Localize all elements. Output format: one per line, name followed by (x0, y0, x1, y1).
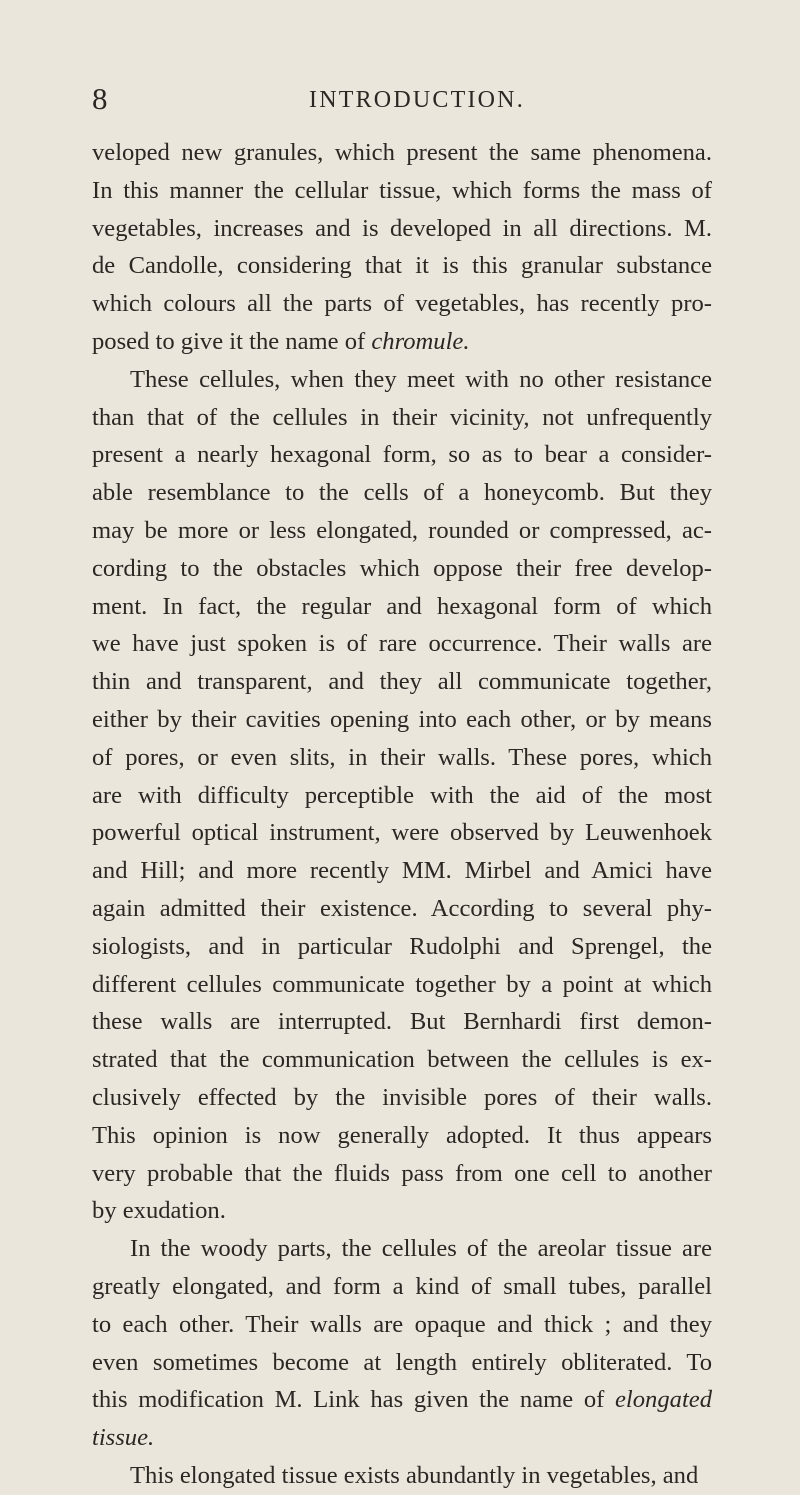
text-line-34-roman: this modification M. Link has given the name of (92, 1386, 605, 1414)
text-line-24: these walls are interrupted. But Bernhardi first demon- (92, 1008, 712, 1036)
text-line-20: and Hill; and more recently MM. Mirbel and Amici have (92, 857, 712, 885)
text-line-29: by exudation. (92, 1197, 226, 1225)
text-line-3: vegetables, increases and is developed in all directions. M. (92, 214, 712, 242)
italic-term-elongated: elongated (615, 1386, 712, 1414)
text-line-17: of pores, or even slits, in their walls. These pores, which (92, 743, 712, 771)
text-line-14: we have just spoken is of rare occurrence. Their walls are (92, 630, 712, 658)
text-line-7: These cellules, when they meet with no other resistance (130, 365, 712, 393)
italic-term-chromule: chromule. (371, 327, 470, 355)
text-line-21: again admitted their existence. According to several phy- (92, 894, 712, 922)
text-line-27: This opinion is now generally adopted. It thus appears (92, 1121, 712, 1149)
text-line-30: In the woody parts, the cellules of the areolar tissue are (130, 1235, 712, 1263)
text-line-23: different cellules communicate together by a point at which (92, 970, 712, 998)
text-line-28: very probable that the fluids pass from one cell to another (92, 1159, 712, 1187)
text-line-31: greatly elongated, and form a kind of small tubes, parallel (92, 1272, 712, 1300)
page-number: 8 (92, 81, 108, 116)
text-line-13: ment. In fact, the regular and hexagonal form of which (92, 592, 712, 620)
body-text (92, 134, 712, 1495)
text-line-2: In this manner the cellular tissue, which forms the mass of (92, 176, 712, 204)
text-line-11: may be more or less elongated, rounded or compressed, ac- (92, 516, 712, 544)
text-line-8: than that of the cellules in their vicinity, not unfrequently (92, 403, 712, 431)
text-line-34 (92, 1381, 712, 1419)
text-line-6 (92, 323, 712, 361)
running-head: INTRODUCTION. (309, 87, 525, 113)
text-line-22: siologists, and in particular Rudolphi and Sprengel, the (92, 932, 712, 960)
text-line-6-roman: posed to give it the name of (92, 327, 366, 355)
text-line-25: strated that the communication between the cellules is ex- (92, 1046, 712, 1074)
italic-term-tissue: tissue. (92, 1424, 155, 1452)
text-line-9: present a nearly hexagonal form, so as to bear a consider- (92, 441, 712, 469)
text-line-18: are with difficulty perceptible with the aid of the most (92, 781, 712, 809)
text-line-15: thin and transparent, and they all communicate together, (92, 668, 712, 696)
text-line-10: able resemblance to the cells of a honeycomb. But they (92, 479, 712, 507)
page-header (92, 79, 712, 119)
text-line-5: which colours all the parts of vegetables, has recently pro- (92, 290, 712, 318)
text-line-32: to each other. Their walls are opaque and thick ; and they (92, 1310, 712, 1338)
text-line-1: veloped new granules, which present the same phenomena. (92, 139, 712, 166)
text-line-16: either by their cavities opening into each other, or by means (92, 705, 712, 733)
text-line-33: even sometimes become at length entirely obliterated. To (92, 1348, 712, 1376)
text-line-35 (92, 1419, 712, 1457)
text-line-12: cording to the obstacles which oppose their free develop- (92, 554, 712, 582)
text-line-36: This elongated tissue exists abundantly in vegetables, and (130, 1461, 699, 1489)
text-line-26: clusively effected by the invisible pores of their walls. (92, 1083, 712, 1111)
text-line-19: powerful optical instrument, were observed by Leuwenhoek (92, 819, 712, 847)
text-line-4: de Candolle, considering that it is this granular substance (92, 252, 712, 280)
